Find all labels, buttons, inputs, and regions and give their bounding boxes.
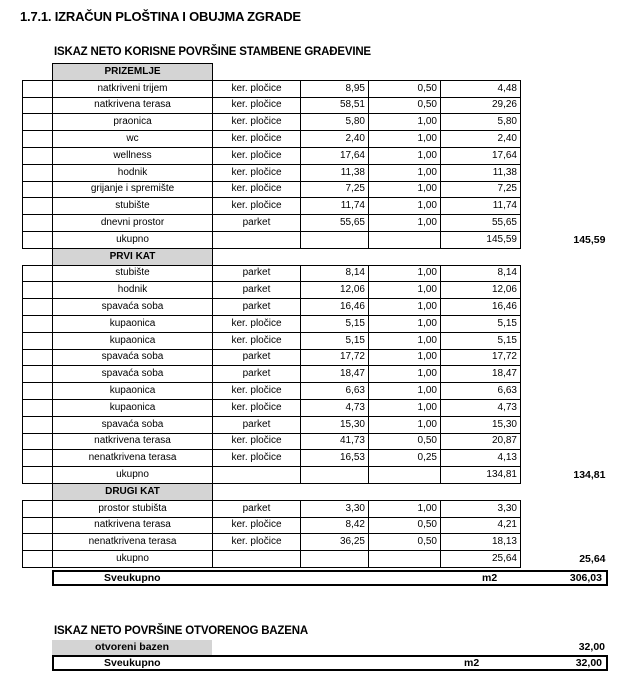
row-index-cell [23,164,53,181]
spacer-cell [521,215,609,232]
empty-cell [369,231,441,248]
row-index-cell [23,181,53,198]
spacer-cell [521,349,609,366]
spacer-cell [301,248,369,265]
spacer-cell [521,416,609,433]
spacer-cell [369,64,441,81]
floor-type: ker. pločice [213,332,301,349]
area-coefficient: 1,00 [369,164,441,181]
room-area: 3,30 [301,500,369,517]
net-area: 3,30 [441,500,521,517]
room-area: 36,25 [301,534,369,551]
room-area: 11,74 [301,198,369,215]
empty-cell [301,467,369,484]
floor-type: ker. pločice [213,450,301,467]
row-index-cell [23,131,53,148]
table-row [23,534,609,551]
room-area: 16,53 [301,450,369,467]
room-name: dnevni prostor [53,215,213,232]
row-index-cell [23,399,53,416]
grand-total-row [52,570,608,586]
room-area: 18,47 [301,366,369,383]
room-name: praonica [53,114,213,131]
area-coefficient: 0,25 [369,450,441,467]
room-area: 55,65 [301,215,369,232]
area-coefficient: 1,00 [369,416,441,433]
net-area: 4,13 [441,450,521,467]
empty-cell [301,551,369,568]
empty-cell [213,231,301,248]
area-coefficient: 1,00 [369,500,441,517]
floor-type: parket [213,416,301,433]
room-name: grijanje i spremište [53,181,213,198]
area-coefficient: 1,00 [369,366,441,383]
table-row [23,450,609,467]
net-area: 4,73 [441,399,521,416]
room-name: kupaonica [53,399,213,416]
room-name: nenatkrivena terasa [53,450,213,467]
area-coefficient: 1,00 [369,114,441,131]
spacer-cell [369,483,441,500]
table-row [23,181,609,198]
net-area: 17,64 [441,147,521,164]
table-row [23,383,609,400]
floor-name: DRUGI KAT [53,483,213,500]
spacer-cell [441,248,521,265]
net-area: 16,46 [441,299,521,316]
room-name: kupaonica [53,383,213,400]
spacer-cell [23,64,53,81]
empty-cell [213,467,301,484]
area-coefficient: 1,00 [369,315,441,332]
room-name: prostor stubišta [53,500,213,517]
room-area: 12,06 [301,282,369,299]
net-area: 20,87 [441,433,521,450]
floor-type: parket [213,349,301,366]
floor-type: parket [213,299,301,316]
floor-type: ker. pločice [213,131,301,148]
floor-type: ker. pločice [213,433,301,450]
grand-total-value: 306,03 [569,572,602,584]
spacer-cell [521,450,609,467]
row-index-cell [23,114,53,131]
spacer-cell [441,483,521,500]
row-index-cell [23,433,53,450]
row-index-cell [23,467,53,484]
spacer-cell [521,248,609,265]
floor-type: ker. pločice [213,399,301,416]
room-area: 5,15 [301,332,369,349]
net-area: 55,65 [441,215,521,232]
floor-header-row [23,483,609,500]
spacer-cell [521,332,609,349]
floor-type: ker. pločice [213,198,301,215]
net-area: 29,26 [441,97,521,114]
room-area: 6,63 [301,383,369,400]
subtotal-row [23,231,609,248]
row-index-cell [23,332,53,349]
subtotal-value: 134,81 [441,467,521,484]
area-coefficient: 1,00 [369,349,441,366]
floor-type: ker. pločice [213,534,301,551]
net-area: 5,80 [441,114,521,131]
area-coefficient: 1,00 [369,198,441,215]
room-name: natkrivena terasa [53,97,213,114]
pool-total-row [52,655,608,671]
room-area: 58,51 [301,97,369,114]
area-coefficient: 0,50 [369,433,441,450]
floor-type: ker. pločice [213,97,301,114]
room-area: 17,64 [301,147,369,164]
table-row [23,332,609,349]
subtotal-value: 25,64 [441,551,521,568]
row-index-cell [23,517,53,534]
floor-type: parket [213,215,301,232]
floor-name: PRIZEMLJE [53,64,213,81]
empty-cell [369,467,441,484]
net-area: 18,13 [441,534,521,551]
table-row [23,265,609,282]
floor-type: parket [213,366,301,383]
room-area: 4,73 [301,399,369,416]
floor-type: ker. pločice [213,181,301,198]
floor-name: PRVI KAT [53,248,213,265]
spacer-cell [23,248,53,265]
room-area: 15,30 [301,416,369,433]
spacer-cell [521,265,609,282]
room-area: 2,40 [301,131,369,148]
spacer-cell [521,97,609,114]
floor-type: parket [213,500,301,517]
room-name: stubište [53,265,213,282]
floor-type: ker. pločice [213,164,301,181]
section-title-pool: ISKAZ NETO POVRŠINE OTVORENOG BAZENA [54,625,308,637]
spacer-cell [521,164,609,181]
section-title-building: ISKAZ NETO KORISNE POVRŠINE STAMBENE GRAĐEVINE [54,46,371,58]
row-index-cell [23,198,53,215]
floor-total: 25,64 [579,553,606,565]
spacer-cell [521,315,609,332]
table-row [23,399,609,416]
document-title: 1.7.1. IZRAČUN PLOŠTINA I OBUJMA ZGRADE [20,9,301,24]
room-name: natkrivena terasa [53,517,213,534]
room-name: natkriveni trijem [53,80,213,97]
spacer-cell [521,131,609,148]
area-coefficient: 1,00 [369,265,441,282]
net-area: 12,06 [441,282,521,299]
room-name: natkrivena terasa [53,433,213,450]
floor-type: ker. pločice [213,114,301,131]
spacer-cell [521,366,609,383]
empty-cell [301,231,369,248]
area-table [22,63,609,568]
room-name: hodnik [53,282,213,299]
pool-value: 32,00 [578,641,605,653]
row-index-cell [23,299,53,316]
room-name: spavaća soba [53,299,213,316]
room-name: spavaća soba [53,416,213,433]
room-name: stubište [53,198,213,215]
area-coefficient: 1,00 [369,147,441,164]
spacer-cell [521,433,609,450]
room-area: 8,42 [301,517,369,534]
area-coefficient: 1,00 [369,181,441,198]
table-row [23,433,609,450]
spacer-cell [213,248,301,265]
subtotal-row [23,551,609,568]
table-row [23,500,609,517]
spacer-cell [521,282,609,299]
room-area: 8,14 [301,265,369,282]
spacer-cell [521,517,609,534]
area-coefficient: 1,00 [369,299,441,316]
floor-type: parket [213,282,301,299]
room-area: 41,73 [301,433,369,450]
area-coefficient: 1,00 [369,399,441,416]
room-name: wellness [53,147,213,164]
spacer-cell [521,198,609,215]
row-index-cell [23,80,53,97]
table-row [23,114,609,131]
net-area: 7,25 [441,181,521,198]
net-area: 4,21 [441,517,521,534]
empty-cell [369,551,441,568]
room-area: 5,15 [301,315,369,332]
row-index-cell [23,416,53,433]
row-index-cell [23,450,53,467]
table-row [23,97,609,114]
subtotal-row [23,467,609,484]
pool-total-value: 32,00 [575,657,602,669]
spacer-cell [521,114,609,131]
pool-total-label: Sveukupno [104,657,161,669]
table-row [23,80,609,97]
pool-total-unit: m2 [464,657,480,669]
net-area: 15,30 [441,416,521,433]
spacer-cell [213,64,301,81]
spacer-cell [521,147,609,164]
floor-type: ker. pločice [213,315,301,332]
net-area: 11,38 [441,164,521,181]
spacer-cell [521,299,609,316]
area-coefficient: 0,50 [369,534,441,551]
table-row [23,299,609,316]
row-index-cell [23,315,53,332]
floor-type: ker. pločice [213,517,301,534]
room-name: kupaonica [53,332,213,349]
table-row [23,131,609,148]
subtotal-value: 145,59 [441,231,521,248]
spacer-cell [521,383,609,400]
table-row [23,215,609,232]
room-name: spavaća soba [53,349,213,366]
area-coefficient: 1,00 [369,332,441,349]
row-index-cell [23,97,53,114]
room-area: 8,95 [301,80,369,97]
room-name: hodnik [53,164,213,181]
row-index-cell [23,282,53,299]
room-area: 17,72 [301,349,369,366]
table-row [23,164,609,181]
row-index-cell [23,231,53,248]
table-row [23,416,609,433]
table-row [23,198,609,215]
floor-header-row [23,64,609,81]
area-coefficient: 1,00 [369,282,441,299]
room-name: wc [53,131,213,148]
area-coefficient: 0,50 [369,97,441,114]
room-area: 16,46 [301,299,369,316]
table-row [23,282,609,299]
floor-type: ker. pločice [213,147,301,164]
spacer-cell [213,483,301,500]
spacer-cell [23,483,53,500]
floor-header-row [23,248,609,265]
net-area: 2,40 [441,131,521,148]
row-index-cell [23,147,53,164]
spacer-cell [521,483,609,500]
area-coefficient: 1,00 [369,383,441,400]
pool-label: otvoreni bazen [52,640,212,655]
table-row [23,366,609,383]
grand-total-label: Sveukupno [104,572,161,584]
floor-type: parket [213,265,301,282]
spacer-cell [521,181,609,198]
grand-total-unit: m2 [482,572,498,584]
net-area: 6,63 [441,383,521,400]
spacer-cell [521,64,609,81]
net-area: 17,72 [441,349,521,366]
empty-cell [213,551,301,568]
spacer-cell [369,248,441,265]
spacer-cell [521,500,609,517]
area-coefficient: 1,00 [369,215,441,232]
net-area: 8,14 [441,265,521,282]
subtotal-label: ukupno [53,551,213,568]
row-index-cell [23,366,53,383]
area-coefficient: 1,00 [369,131,441,148]
spacer-cell [441,64,521,81]
floor-type: ker. pločice [213,80,301,97]
row-index-cell [23,534,53,551]
floor-type: ker. pločice [213,383,301,400]
net-area: 5,15 [441,332,521,349]
row-index-cell [23,215,53,232]
subtotal-label: ukupno [53,231,213,248]
subtotal-label: ukupno [53,467,213,484]
net-area: 18,47 [441,366,521,383]
net-area: 11,74 [441,198,521,215]
room-name: spavaća soba [53,366,213,383]
spacer-cell [521,399,609,416]
row-index-cell [23,551,53,568]
spacer-cell [301,64,369,81]
spacer-cell [301,483,369,500]
spacer-cell [521,534,609,551]
net-area: 4,48 [441,80,521,97]
row-index-cell [23,265,53,282]
area-coefficient: 0,50 [369,80,441,97]
room-name: nenatkrivena terasa [53,534,213,551]
room-area: 7,25 [301,181,369,198]
table-row [23,147,609,164]
spacer-cell [521,80,609,97]
row-index-cell [23,500,53,517]
table-row [23,517,609,534]
floor-total: 134,81 [573,469,606,482]
table-row [23,349,609,366]
row-index-cell [23,349,53,366]
room-area: 11,38 [301,164,369,181]
table-row [23,315,609,332]
room-area: 5,80 [301,114,369,131]
floor-total: 145,59 [573,233,606,246]
net-area: 5,15 [441,315,521,332]
room-name: kupaonica [53,315,213,332]
row-index-cell [23,383,53,400]
area-coefficient: 0,50 [369,517,441,534]
